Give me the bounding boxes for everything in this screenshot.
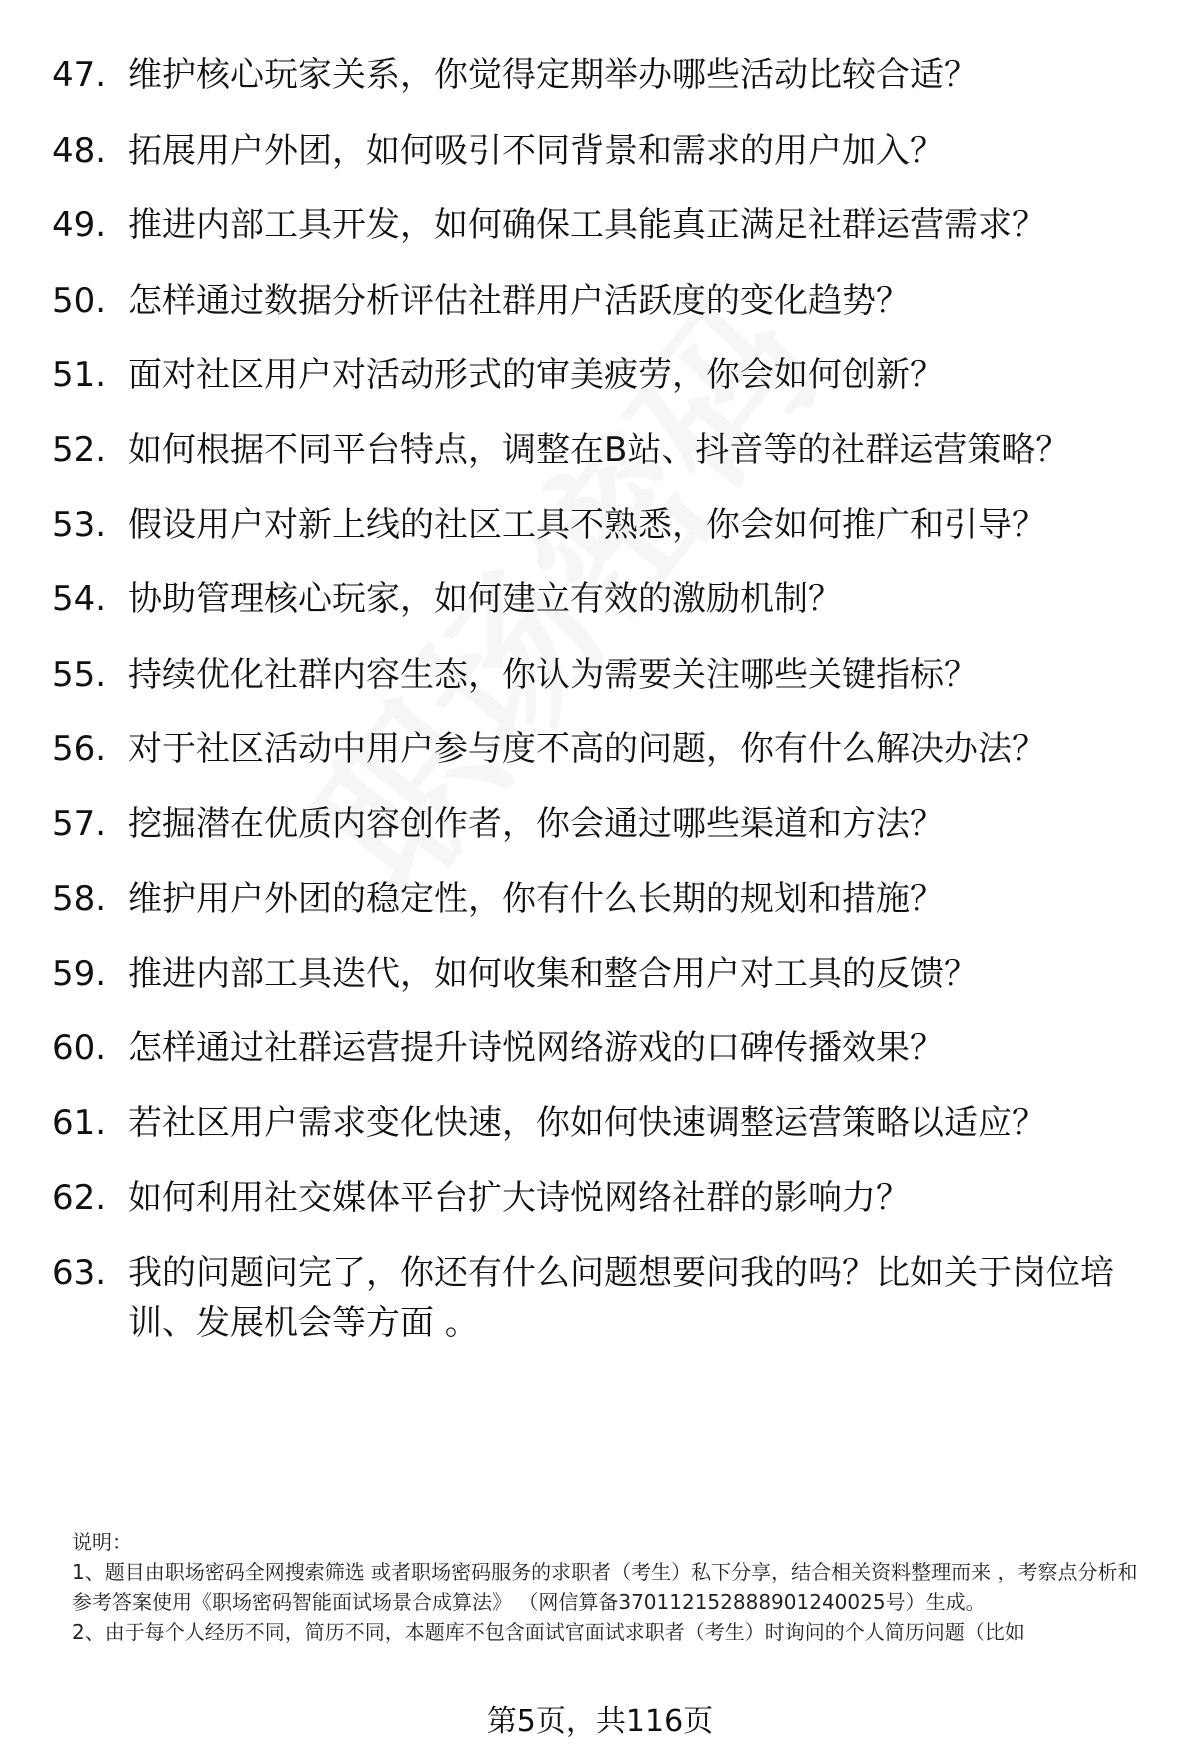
- question-text: 假设用户对新上线的社区工具不熟悉，你会如何推广和引导？: [128, 505, 1046, 545]
- question-text: 维护核心玩家关系，你觉得定期举办哪些活动比较合适？: [128, 55, 978, 95]
- question-text: 协助管理核心玩家，如何建立有效的激励机制？: [128, 579, 842, 619]
- question-text: 我的问题问完了，你还有什么问题想要问我的吗？比如关于岗位培训、发展机会等方面 。: [128, 1253, 1114, 1343]
- question-number: 49.: [52, 205, 107, 245]
- notes-heading: 说明：: [72, 1530, 132, 1554]
- question-text: 若社区用户需求变化快速，你如何快速调整运营策略以适应？: [128, 1103, 1046, 1143]
- question-number: 62.: [52, 1178, 107, 1218]
- question-number: 56.: [52, 729, 107, 769]
- question-number: 50.: [52, 281, 107, 321]
- question-text: 推进内部工具迭代，如何收集和整合用户对工具的反馈？: [128, 954, 978, 994]
- question-number: 51.: [52, 355, 107, 395]
- question-number: 47.: [52, 55, 107, 95]
- question-text: 维护用户外团的稳定性，你有什么长期的规划和措施？: [128, 879, 944, 919]
- notes-item: 1、题目由职场密码全网搜索筛选 或者职场密码服务的求职者（考生）私下分享，结合相关资料整理而来 ，考察点分析和参考答案使用《职场密码智能面试场景合成算法》 （网信算备370112152888901240025号）生成。: [72, 1560, 1138, 1614]
- notes-section: [72, 1527, 1142, 1647]
- question-text: 拓展用户外团，如何吸引不同背景和需求的用户加入？: [128, 131, 944, 171]
- page-number: 第5页，共116页: [486, 1704, 714, 1739]
- question-number: 55.: [52, 655, 107, 695]
- question-number: 54.: [52, 579, 107, 619]
- question-number: 48.: [52, 131, 107, 171]
- question-number: 60.: [52, 1028, 107, 1068]
- question-number: 61.: [52, 1103, 107, 1143]
- question-text: 怎样通过数据分析评估社群用户活跃度的变化趋势？: [128, 281, 910, 321]
- question-number: 53.: [52, 505, 107, 545]
- question-text: 如何利用社交媒体平台扩大诗悦网络社群的影响力？: [128, 1178, 910, 1218]
- question-text: 如何根据不同平台特点，调整在B站、抖音等的社群运营策略？: [128, 430, 1070, 470]
- question-number: 58.: [52, 879, 107, 919]
- question-number: 63.: [52, 1253, 107, 1293]
- question-text: 挖掘潜在优质内容创作者，你会通过哪些渠道和方法？: [128, 804, 944, 844]
- question-text: 怎样通过社群运营提升诗悦网络游戏的口碑传播效果？: [128, 1028, 944, 1068]
- notes-item: 2、由于每个人经历不同，简历不同，本题库不包含面试官面试求职者（考生）时询问的个人简历问题（比如: [72, 1620, 1025, 1644]
- question-number: 57.: [52, 804, 107, 844]
- question-text: 面对社区用户对活动形式的审美疲劳，你会如何创新？: [128, 355, 944, 395]
- question-text: 对于社区活动中用户参与度不高的问题，你有什么解决办法？: [128, 729, 1046, 769]
- question-text: 持续优化社群内容生态，你认为需要关注哪些关键指标？: [128, 655, 978, 695]
- question-text: 推进内部工具开发，如何确保工具能真正满足社群运营需求？: [128, 205, 1046, 245]
- question-number: 59.: [52, 954, 107, 994]
- question-number: 52.: [52, 430, 107, 470]
